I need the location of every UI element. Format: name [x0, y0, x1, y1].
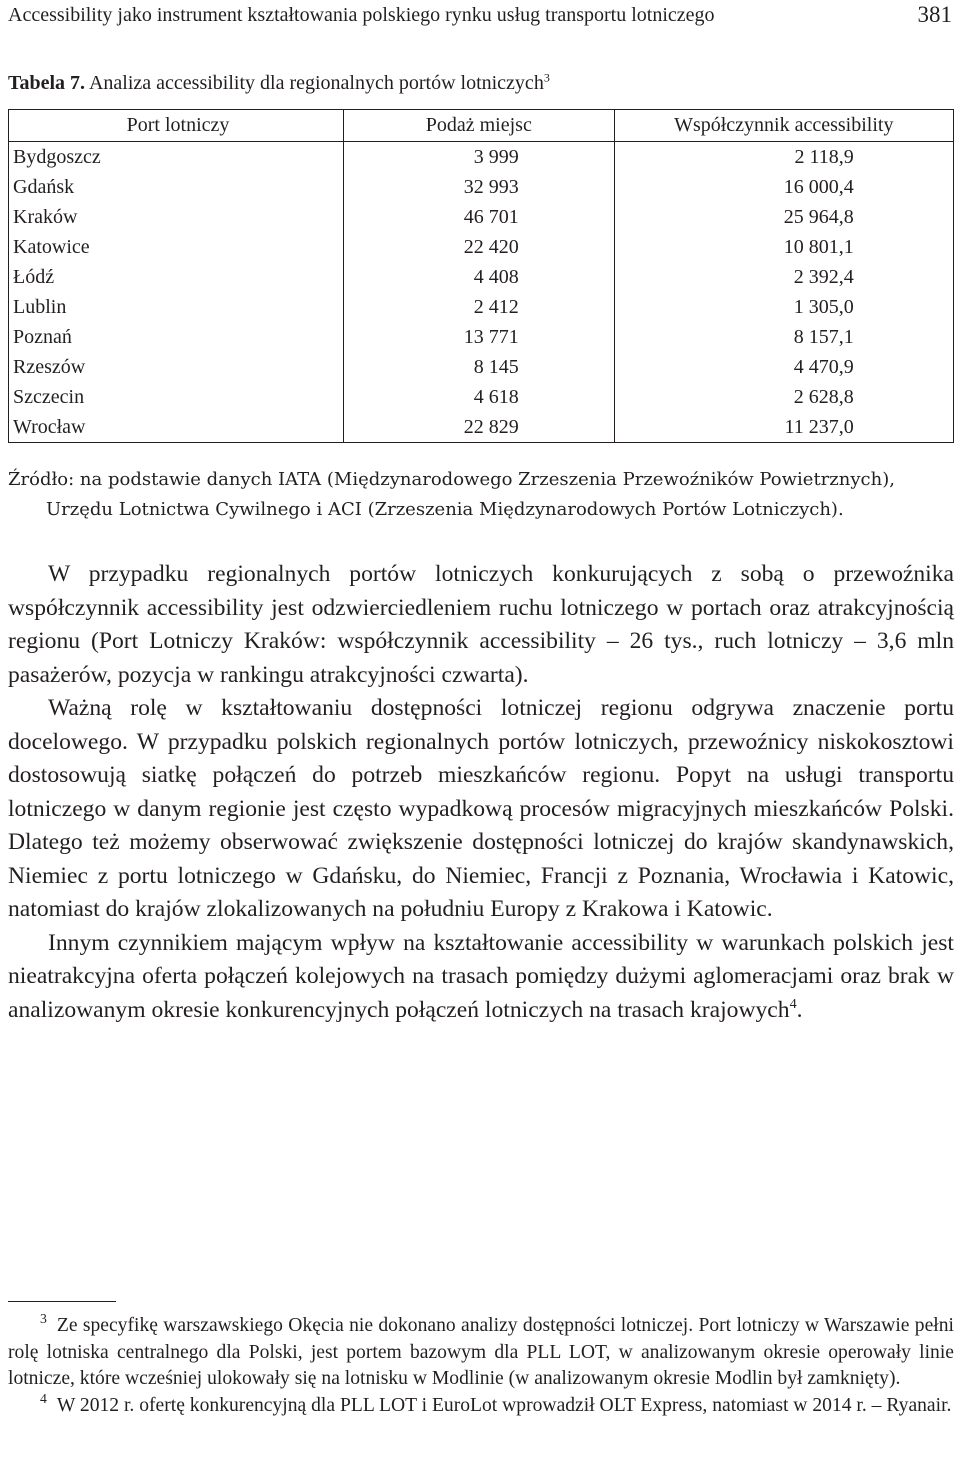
footnote-text: W 2012 r. ofertę konkurencyjną dla PLL LOT i EuroLot wprowadził OLT Express, natomiast w 2014 r. – Ryanair.	[56, 1394, 952, 1416]
cell-port-value: Łódź	[13, 265, 55, 288]
page-header	[8, 2, 952, 32]
column-header-accessibility: Współczynnik accessibility	[614, 110, 953, 142]
cell-seats	[344, 382, 614, 412]
footnote-text: Ze specyfikę warszawskiego Okęcia nie dokonano analizy dostępności lotniczej. Port lotniczy w Warszawie pełni rolę lotniska centralnego dla Polski, jest portem bazowym dla PLL LOT, w analizowanym okresie operowały linie lotnicze, które wcześniej ulokowały się na lotnisku w Modlinie (w analizowanym okresie Modlin był zamknięty).	[8, 1315, 954, 1389]
cell-port-value: Lublin	[13, 295, 67, 318]
source-line-1: Źródło: na podstawie danych IATA (Międzynarodowego Zrzeszenia Przewoźników Powietrznych),	[8, 469, 895, 490]
cell-accessibility-value: 25 964,8	[783, 205, 854, 228]
cell-seats	[344, 292, 614, 322]
cell-seats	[344, 142, 614, 173]
cell-accessibility	[614, 262, 953, 292]
table-row	[9, 202, 954, 232]
cell-port-value: Kraków	[13, 205, 78, 228]
cell-port	[9, 232, 344, 262]
paragraph-3-end: .	[796, 996, 803, 1023]
column-header-seats: Podaż miejsc	[344, 110, 614, 142]
footnote-ref-4: 4	[789, 995, 797, 1012]
footnote-4	[8, 1390, 954, 1420]
table-row	[9, 142, 954, 173]
cell-port-value: Katowice	[13, 235, 90, 258]
cell-accessibility	[614, 172, 953, 202]
paragraph-2: Ważną rolę w kształtowaniu dostępności lotniczej regionu odgrywa znaczenie portu docelowego. W przypadku polskich regionalnych portów lotniczych, przewoźnicy niskokosztowi dostosowują siatkę połączeń do potrzeb mieszkańców regionu. Popyt na usługi transportu lotniczego w danym regionie jest często wypadkową procesów migracyjnych mieszkańców Polski. Dlatego też możemy obserwować zwiększenie dostępności lotniczej do krajów skandynawskich, Niemiec z portu lotniczego w Gdańsku, do Niemiec, Francji z Poznania, Wrocławia i Katowic, natomiast do krajów zlokalizowanych na południu Europy z Krakowa i Katowic.	[8, 695, 954, 922]
table-title-footnote-ref: 3	[543, 70, 550, 85]
table-source-note	[8, 465, 954, 525]
cell-accessibility	[614, 232, 953, 262]
table-row	[9, 262, 954, 292]
cell-port-value: Szczecin	[13, 385, 85, 408]
body-text	[8, 558, 954, 1027]
table-row	[9, 172, 954, 202]
cell-seats-value: 46 701	[463, 205, 519, 228]
cell-accessibility	[614, 202, 953, 232]
cell-seats	[344, 202, 614, 232]
cell-port-value: Gdańsk	[13, 175, 75, 198]
table-label: Tabela 7.	[8, 72, 86, 94]
table-title: Analiza accessibility dla regionalnych portów lotniczych	[88, 72, 544, 94]
cell-accessibility-value: 11 237,0	[784, 415, 854, 438]
cell-seats-value: 13 771	[463, 325, 519, 348]
cell-port-value: Rzeszów	[13, 355, 86, 378]
cell-accessibility	[614, 412, 953, 443]
cell-seats	[344, 232, 614, 262]
running-title: Accessibility jako instrument kształtowania polskiego rynku usług transportu lotniczego	[8, 4, 715, 26]
source-line-2: Urzędu Lotnictwa Cywilnego i ACI (Zrzeszenia Międzynarodowych Portów Lotniczych).	[46, 499, 844, 520]
cell-accessibility-value: 8 157,1	[793, 325, 854, 348]
cell-seats-value: 22 420	[463, 235, 519, 258]
table-row	[9, 292, 954, 322]
cell-seats-value: 4 408	[473, 265, 519, 288]
footnotes	[8, 1313, 954, 1419]
table-row	[9, 352, 954, 382]
table-row	[9, 232, 954, 262]
cell-port	[9, 352, 344, 382]
cell-port	[9, 412, 344, 443]
paragraph-3	[8, 927, 954, 1028]
column-header-port: Port lotniczy	[9, 110, 344, 142]
cell-seats-value: 8 145	[473, 355, 519, 378]
cell-seats	[344, 262, 614, 292]
cell-port	[9, 382, 344, 412]
footnote-3	[8, 1313, 954, 1393]
cell-seats-value: 32 993	[463, 175, 519, 198]
cell-accessibility	[614, 322, 953, 352]
cell-port	[9, 202, 344, 232]
table-caption	[8, 72, 550, 95]
cell-accessibility	[614, 382, 953, 412]
paragraph-3-text: Innym czynnikiem mającym wpływ na kształtowanie accessibility w warunkach polskich jest nieatrakcyjna oferta połączeń kolejowych na trasach pomiędzy dużymi aglomeracjami oraz brak w analizowanym okresie konkurencyjnych połączeń lotniczych na trasach krajowych	[8, 929, 954, 1023]
cell-seats-value: 22 829	[463, 415, 519, 438]
page-number: 381	[917, 2, 952, 27]
cell-seats-value: 3 999	[473, 145, 519, 168]
cell-port	[9, 262, 344, 292]
footnote-number: 3	[40, 1311, 47, 1327]
table-row	[9, 412, 954, 443]
cell-accessibility-value: 2 628,8	[793, 385, 854, 408]
cell-seats	[344, 352, 614, 382]
cell-accessibility-value: 10 801,1	[783, 235, 854, 258]
cell-accessibility	[614, 352, 953, 382]
cell-port	[9, 142, 344, 173]
cell-seats	[344, 322, 614, 352]
cell-seats	[344, 172, 614, 202]
cell-accessibility-value: 2 392,4	[793, 265, 854, 288]
table-row	[9, 382, 954, 412]
cell-seats	[344, 412, 614, 443]
cell-port	[9, 172, 344, 202]
cell-accessibility-value: 16 000,4	[783, 175, 854, 198]
cell-accessibility	[614, 292, 953, 322]
cell-accessibility-value: 2 118,9	[794, 145, 854, 168]
footnote-number: 4	[40, 1390, 47, 1406]
cell-port-value: Wrocław	[13, 415, 86, 438]
cell-accessibility-value: 1 305,0	[793, 295, 854, 318]
accessibility-table	[8, 109, 954, 443]
table-header-row	[9, 110, 954, 142]
cell-seats-value: 4 618	[473, 385, 519, 408]
cell-port	[9, 292, 344, 322]
paragraph-1: W przypadku regionalnych portów lotniczych konkurujących z sobą o przewoźnika współczynnik accessibility jest odzwierciedleniem ruchu lotniczego w portach oraz atrakcyjnością regionu (Port Lotniczy Kraków: współczynnik accessibility – 26 tys., ruch lotniczy – 3,6 mln pasażerów, pozycja w rankingu atrakcyjności czwarta).	[8, 561, 954, 688]
cell-port-value: Bydgoszcz	[13, 145, 101, 168]
cell-accessibility	[614, 142, 953, 173]
cell-port-value: Poznań	[13, 325, 72, 348]
cell-accessibility-value: 4 470,9	[793, 355, 854, 378]
cell-seats-value: 2 412	[473, 295, 519, 318]
footnote-separator	[8, 1301, 116, 1302]
cell-port	[9, 322, 344, 352]
table-row	[9, 322, 954, 352]
